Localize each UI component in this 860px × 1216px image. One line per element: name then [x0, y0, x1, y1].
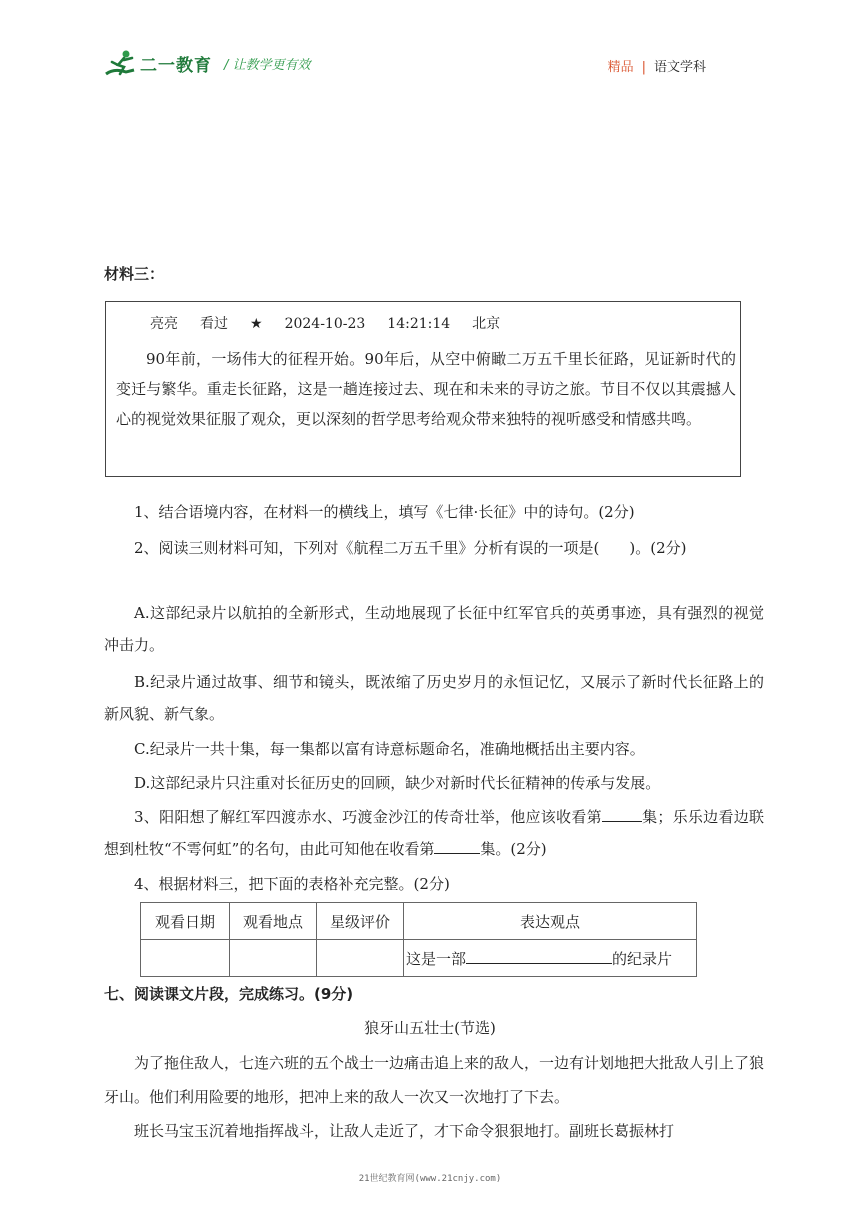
option-d: D.这部纪录片只注重对长征历史的回顾，缺少对新时代长征精神的传承与发展。: [134, 774, 661, 792]
comment-place: 北京: [472, 316, 501, 332]
passage-para-1: 为了拖住敌人，七连六班的五个战士一边痛击追上来的敌人，一边有计划地把大批敌人引上了狼牙山。他们利用险要的地形，把冲上来的敌人一次又一次地打了下去。: [104, 1054, 765, 1106]
table-answer-row: [141, 940, 697, 977]
comment-user: 亮亮: [150, 316, 178, 332]
option-a: A.这部纪录片以航拍的全新形式，生动地展现了长征中红军官兵的英勇事迹，具有强烈的视觉冲击力。: [104, 604, 764, 654]
comment-meta: [150, 313, 522, 333]
slogan: / 让教学更有效: [224, 57, 311, 73]
view-suffix: 的纪录片: [612, 950, 673, 968]
question-4: 4、根据材料三，把下面的表格补充完整。(2分): [134, 875, 450, 893]
comment-date: 2024-10-23: [284, 316, 366, 332]
comment-text: 90年前，一场伟大的征程开始。90年后，从空中俯瞰二万五千里长征路，见证新时代的变迁与繁华。重走长征路，这是一趟连接过去、现在和未来的寻访之旅。节目不仅以其震撼人心的视觉效果征服了观众，更以深刻的哲学思考给观众带来独特的视听感受和情感共鸣。: [116, 350, 736, 428]
answer-blank-1[interactable]: [602, 805, 642, 822]
question-1: 1、结合语境内容，在材料一的横线上，填写《七律·长征》中的诗句。(2分): [134, 503, 635, 521]
logo: [104, 48, 311, 78]
passage-para-2: 班长马宝玉沉着地指挥战斗，让敌人走近了，才下命令狠狠地打。副班长葛振林打: [134, 1122, 675, 1140]
cell-place[interactable]: [230, 940, 317, 977]
logo-text: 二一教育: [140, 55, 212, 76]
option-c: C.纪录片一共十集，每一集都以富有诗意标题命名，准确地概括出主要内容。: [134, 740, 645, 758]
comment-box: [105, 301, 741, 477]
badge-subject: 语文学科: [653, 60, 706, 75]
view-blank[interactable]: [466, 947, 612, 964]
runner-logo-icon: [104, 48, 138, 78]
page-footer: 21世纪教育网(www.21cnjy.com): [358, 1174, 502, 1184]
comment-action: 看过: [200, 316, 228, 332]
q3-part2: 集；乐乐边看边联想到杜牧“不雩何虹”的名句，由此可知他在收看第: [104, 808, 764, 858]
table-header-row: [141, 903, 697, 940]
material3-title: 材料三：: [104, 265, 165, 283]
answer-table: [140, 902, 697, 977]
question-2: 2、阅读三则材料可知，下列对《航程二万五千里》分析有误的一项是( )。(2分): [134, 539, 687, 557]
option-b: B.纪录片通过故事、细节和镜头，既浓缩了历史岁月的永恒记忆，又展示了新时代长征路上的新风貌、新气象。: [104, 673, 764, 723]
subject-badge: [608, 56, 706, 75]
cell-rating[interactable]: [317, 940, 404, 977]
question-3: [104, 801, 764, 865]
comment-time: 14:21:14: [387, 316, 451, 332]
passage-title: 狼牙山五壮士(节选): [364, 1019, 496, 1037]
view-prefix: 这是一部: [406, 950, 467, 968]
q3-part3: 集。(2分): [480, 840, 547, 858]
cell-view: [404, 940, 697, 977]
page-header: [0, 0, 860, 100]
header-rating: 星级评价: [317, 903, 404, 940]
header-view: 表达观点: [404, 903, 697, 940]
section7-title: 七、阅读课文片段，完成练习。(9分): [104, 985, 354, 1003]
badge-separator: |: [641, 60, 646, 75]
header-date: 观看日期: [141, 903, 230, 940]
badge-quality: 精品: [607, 60, 634, 75]
cell-date[interactable]: [141, 940, 230, 977]
star-icon: ★: [250, 316, 263, 332]
q3-part1: 3、阳阳想了解红军四渡赤水、巧渡金沙江的传奇壮举，他应该收看第: [134, 808, 602, 826]
header-place: 观看地点: [230, 903, 317, 940]
answer-blank-2[interactable]: [434, 837, 480, 854]
